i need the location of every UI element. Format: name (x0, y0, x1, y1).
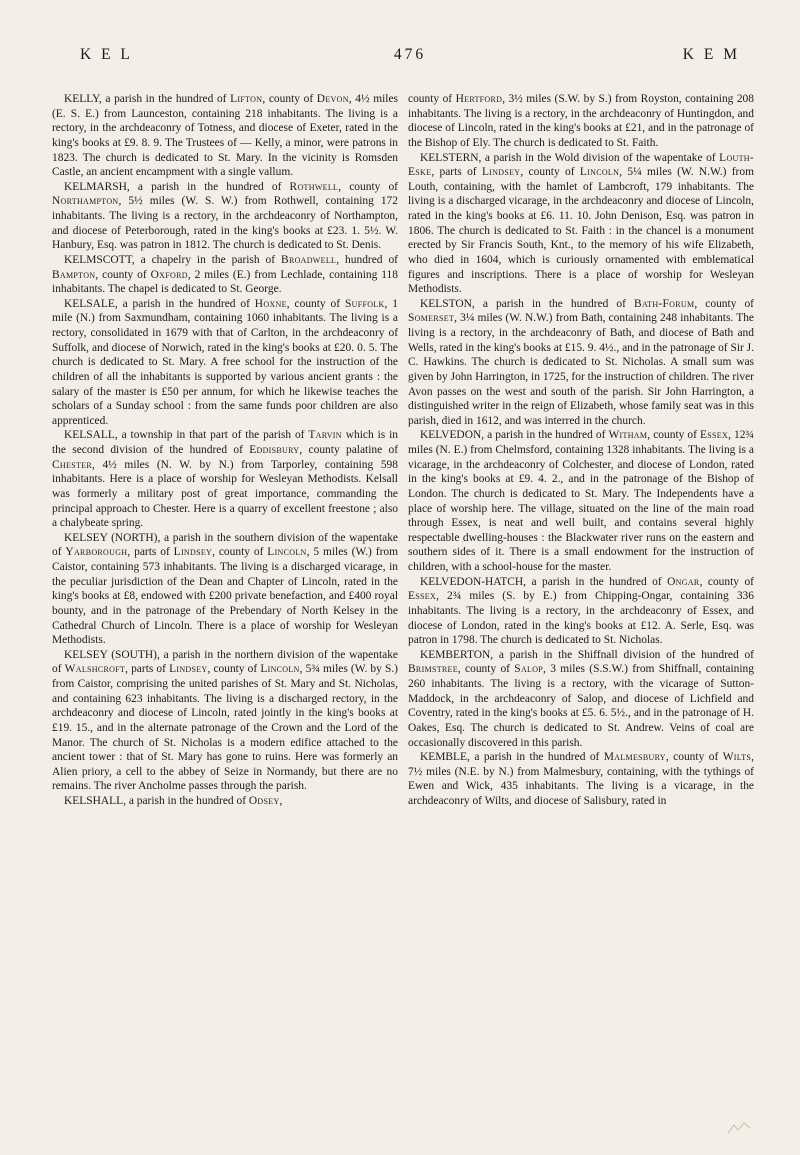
gazetteer-entry (408, 151, 754, 297)
entry-text: , 5¾ miles (W. by S.) from Caistor, comprising the united parishes of St. Mary and St. Nicholas, and containing 623 inhabitants. The living is a discharged rectory, in the archdeaconry and diocese of Lincoln, rated jointly in the king's books at £19. 15., and in the alternate patronage of the Crown and the Lord of the Manor. The church of St. Nicholas is a modern edifice attached to the ancient tower : that of St. Mary has gone to ruins. Here was formerly an Alien priory, a cell to the abbey of Seize in Normandy, but there are no remains. The river Ancholme passes through the parish. (52, 663, 398, 793)
entry-text: , county palatine of (299, 444, 399, 456)
entry-text: , 7½ miles (N.E. by N.) from Malmesbury, containing, with the tythings of Ewen and Wick, 435 inhabitants. The living is a vicarage, in the archdeaconry of Wilts, and diocese of Salisbury, rated in (408, 751, 754, 807)
gazetteer-entry (52, 531, 398, 648)
entry-text: , 3¼ miles (W. N.W.) from Bath, containing 248 inhabitants. The living is a rectory, in the archdeaconry of Bath, and diocese of Bath and Wells, rated in the king's books at £15. 9. 4½., and in the patronage of Sir J. C. Hawkins. The church is dedicated to St. Nicholas. A small sum was given by John Harrington, in 1725, for the instruction of children. The river Avon passes on the west and south of the parish. Sir John Harrington, a distinguished writer in the reign of Elizabeth, whose family seat was in this parish, died in 1612, and was interred in the church. (408, 312, 754, 427)
entry-text: , county of (520, 166, 580, 179)
entry-text: , 4½ miles (E. S. E.) from Launceston, containing 218 inhabitants. The living is a rectory, in the archdeaconry of Totness, and diocese of Exeter, rated in the king's books at £9. 8. 9. The Trustees of — Kelly, a minor, were patrons in 1823. The church is dedicated to St. Mary. In the vicinity is Romsden Castle, an ancient encampment with a single vallum. (52, 93, 399, 179)
right-text-column (408, 92, 754, 809)
gazetteer-entry (52, 648, 398, 794)
place-name-smallcaps: Lincoln (267, 546, 307, 559)
entry-text: , county of (665, 751, 723, 764)
entry-text: , 4½ miles (N. W. by N.) from Tarporley, containing 598 inhabitants. Here is a place of worship for Wesleyan Methodists. Kelsall was formerly a military post of great importance, commanding the principal approach to Chester. Here is a quarry of excellent freestone ; also a chalybeate spring. (52, 458, 398, 530)
place-name-smallcaps: Tarvin (308, 429, 342, 442)
place-name-smallcaps: Lindsey (169, 663, 208, 676)
entry-text: , county of (647, 429, 700, 442)
place-name-smallcaps: Salop (514, 663, 544, 676)
entry-headword: KEMBLE (420, 751, 468, 764)
entry-text: , a parish in the hundred of (467, 751, 604, 764)
entry-text: , a township in that part of the parish of (114, 429, 309, 442)
entry-text: county of (408, 93, 456, 105)
place-name-smallcaps: Rothwell (289, 180, 339, 193)
gazetteer-entry (52, 180, 398, 253)
entry-text: , a parish in the Wold division of the wapentake of (478, 151, 720, 164)
place-name-smallcaps: Essex (408, 590, 437, 603)
entry-text: , 3½ miles (S.W. by S.) from Royston, containing 208 inhabitants. The living is a rectory, in the archdeaconry of Huntingdon, and diocese of Lincoln, rated in the king's books at £21, and in the patronage of the Bishop of Ely. The church is dedicated to St. Faith. (408, 93, 754, 149)
place-name-smallcaps: Lindsey (173, 546, 213, 559)
entry-text: , a parish in the hundred of (98, 93, 231, 105)
gazetteer-entry (408, 750, 754, 809)
place-name-smallcaps: Somerset (408, 312, 455, 325)
header-right-guide-word: K E M (682, 46, 740, 63)
entry-headword: KELSTON (420, 297, 472, 310)
place-name-smallcaps: Wilts (722, 751, 752, 764)
entry-headword: KELVEDON-HATCH (420, 575, 524, 588)
entry-text: , county of (262, 93, 317, 105)
gazetteer-entry (52, 428, 398, 530)
entry-text: , parts of (431, 166, 482, 179)
entry-text: , 5 miles (W.) from Caistor, containing 573 inhabitants. The living is a discharged vicarage, in the peculiar jurisdiction of the Dean and Chapter of Lincoln, rated in the king's books at £8, endowed with £200 private benefaction, and £400 royal bounty, and in the patronage of the Prebendary of North Kelsey in the Cathedral Church of Lincoln. There is a place of worship for Wesleyan Methodists. (52, 546, 398, 647)
entry-text: , a parish in the hundred of (123, 795, 249, 807)
entry-text: , 12¾ miles (N. E.) from Chelmsford, containing 1328 inhabitants. The living is a vicarage, in the archdeaconry of Colchester, and diocese of London, rated in the king's books at £9. 4. 2., and in the patronage of the Bishop of London. The church is dedicated to St. Mary. The Independents have a place of worship here. The village, situated on the line of the main road through Essex, is neat and well built, and contains several highly respectable dwelling-houses : the Blackwater river runs on the eastern and southern sides of it. There is a small endowment for the instruction of children, with a school-house for the master. (408, 429, 755, 573)
entry-text: , 5½ miles (W. S. W.) from Rothwell, containing 172 inhabitants. The living is a rectory, in the archdeaconry of Northampton, and diocese of Peterborough, rated in the king's books at £23. 1. 5½. W. Hanbury, Esq. was patron in 1812. The church is dedicated to St. Denis. (52, 195, 398, 252)
entry-text: , county of (457, 663, 515, 676)
place-name-smallcaps: Suffolk (344, 297, 385, 310)
entry-text: , county of (694, 297, 754, 310)
running-header (80, 46, 740, 68)
place-name-smallcaps: Odsey (248, 795, 280, 807)
place-name-smallcaps: Witham (608, 429, 648, 442)
corner-pencil-mark (726, 1121, 752, 1135)
entry-headword: KELSALE (64, 297, 115, 310)
entry-headword: KELSHALL (64, 795, 124, 807)
place-name-smallcaps: Lincoln (579, 166, 620, 179)
entry-headword: KELMSCOTT (64, 253, 132, 266)
gazetteer-entry (408, 92, 754, 151)
place-name-smallcaps: Hoxne (254, 297, 287, 310)
entry-text: , a parish in the hundred of (523, 575, 668, 588)
header-left-guide-word: K E L (80, 46, 133, 63)
entry-text: , 5¼ miles (W. N.W.) from Louth, containing, with the hamlet of Lambcroft, 179 inhabitants. The living is a discharged vicarage, in the archdeaconry and diocese of Lincoln, rated in the king's books at £6. 11. 10. John Denison, Esq. was patron in 1806. The church is dedicated to St. Faith : in the chancel is a monument erected by Sir Francis South, Knt., to the memory of his wife Elizabeth, who died in 1604, which is curiously ornamented with emblematical figures and inscriptions. There is a place of worship for Wesleyan Methodists. (408, 166, 754, 296)
place-name-smallcaps: Hertford (455, 93, 503, 105)
entry-text: , a parish in the hundred of (471, 297, 635, 310)
entry-text: , 2 miles (E.) from Lechlade, containing 118 inhabitants. The chapel is dedicated to St. George. (52, 268, 398, 296)
gazetteer-entry (52, 92, 398, 180)
entry-headword: KELSEY (NORTH) (64, 531, 158, 544)
entry-text: , a parish in the hundred of (114, 297, 255, 310)
entry-text: , county of (338, 180, 398, 193)
gazetteer-entry (408, 575, 754, 648)
place-name-smallcaps: Broadwell (281, 253, 337, 266)
entry-text: , county of (212, 546, 268, 559)
entry-text: , hundred of (336, 253, 398, 266)
entry-text: , parts of (127, 546, 174, 559)
entry-text: , (279, 795, 283, 807)
gazetteer-entry (408, 648, 754, 750)
place-name-smallcaps: Eddisbury (249, 444, 300, 456)
entry-headword: KELVEDON (420, 429, 482, 442)
gazetteer-entry (52, 253, 398, 297)
place-name-smallcaps: Brimstree (408, 663, 458, 676)
entry-headword: KELSTERN (420, 151, 479, 164)
place-name-smallcaps: Bampton (52, 268, 96, 281)
place-name-smallcaps: Devon (316, 93, 349, 105)
entry-headword: KELSALL (64, 429, 115, 442)
entry-text: , county of (699, 575, 754, 588)
entry-text: , 2¾ miles (S. by E.) from Chipping-Ongar, containing 336 inhabitants. The living is a rectory, in the archdeaconry of Essex, and diocese of London, rated in the king's books at £12. A. Serle, Esq. was patron in 1798. The church is dedicated to St. Nicholas. (408, 590, 754, 647)
place-name-smallcaps: Lincoln (260, 663, 300, 676)
place-name-smallcaps: Louth-Eske (408, 151, 754, 179)
place-name-smallcaps: Malmesbury (603, 751, 666, 764)
entry-text: , a parish in the southern division of the wapentake of (52, 531, 399, 559)
gazetteer-entry (408, 428, 754, 574)
entry-text: , a parish in the northern division of the wapentake of (52, 648, 398, 676)
entry-text: , county of (95, 268, 151, 281)
entry-text: , a parish in the hundred of (481, 429, 609, 442)
entry-headword: KEMBERTON (420, 648, 491, 661)
entry-text: , a chapelry in the parish of (131, 253, 282, 266)
entry-text: , 1 mile (N.) from Saxmundham, containing 1060 inhabitants. The living is a rectory, consolidated in 1679 with that of Carlton, in the archdeaconry of Suffolk, and diocese of Norwich, rated in the king's books at £20. 0. 5. The church is dedicated to St. Mary. A free school for the instruction of the children of all the inhabitants is supported by various ancient grants : the salary of the master is £50 per annum, for which he likewise teaches the scholars of a Sunday school : from the same funds poor children are also apprenticed. (52, 297, 398, 427)
entry-text: , county of (207, 663, 261, 676)
place-name-smallcaps: Ongar (667, 575, 700, 588)
gazetteer-entry (52, 794, 398, 809)
place-name-smallcaps: Lifton (230, 93, 263, 105)
entry-text: , parts of (125, 663, 170, 676)
entry-text: , a parish in the Shiffnall division of the hundred of (490, 648, 754, 661)
left-text-column (52, 92, 398, 809)
place-name-smallcaps: Oxford (150, 268, 188, 281)
entry-text: which is in the second division of the hundred of (52, 429, 398, 456)
place-name-smallcaps: Walshcroft (64, 663, 126, 676)
place-name-smallcaps: Bath-Forum (634, 297, 695, 310)
gazetteer-entry (52, 297, 398, 429)
place-name-smallcaps: Essex (700, 429, 729, 442)
place-name-smallcaps: Chester (52, 458, 92, 471)
entry-text: , county of (286, 297, 345, 310)
page-number: 476 (393, 46, 427, 63)
entry-headword: KELSEY (SOUTH) (64, 648, 157, 661)
entry-text: , 3 miles (S.S.W.) from Shiffnall, containing 260 inhabitants. The living is a rectory, with the vicarage of Sutton-Maddock, in the archdeaconry of Salop, and diocese of Lichfield and Coventry, rated in the king's books at £5. 6. 5½., and in the patronage of H. Oakes, Esq. The church is dedicated to St. Andrew. Veins of coal are occasionally discovered in this parish. (408, 663, 754, 749)
entry-headword: KELLY (64, 93, 99, 105)
place-name-smallcaps: Lindsey (481, 166, 521, 179)
place-name-smallcaps: Northampton (52, 195, 119, 208)
entry-text: , a parish in the hundred of (126, 180, 290, 193)
gazetteer-entry (408, 297, 754, 429)
entry-headword: KELMARSH (64, 180, 127, 193)
place-name-smallcaps: Yarborough (65, 546, 128, 559)
